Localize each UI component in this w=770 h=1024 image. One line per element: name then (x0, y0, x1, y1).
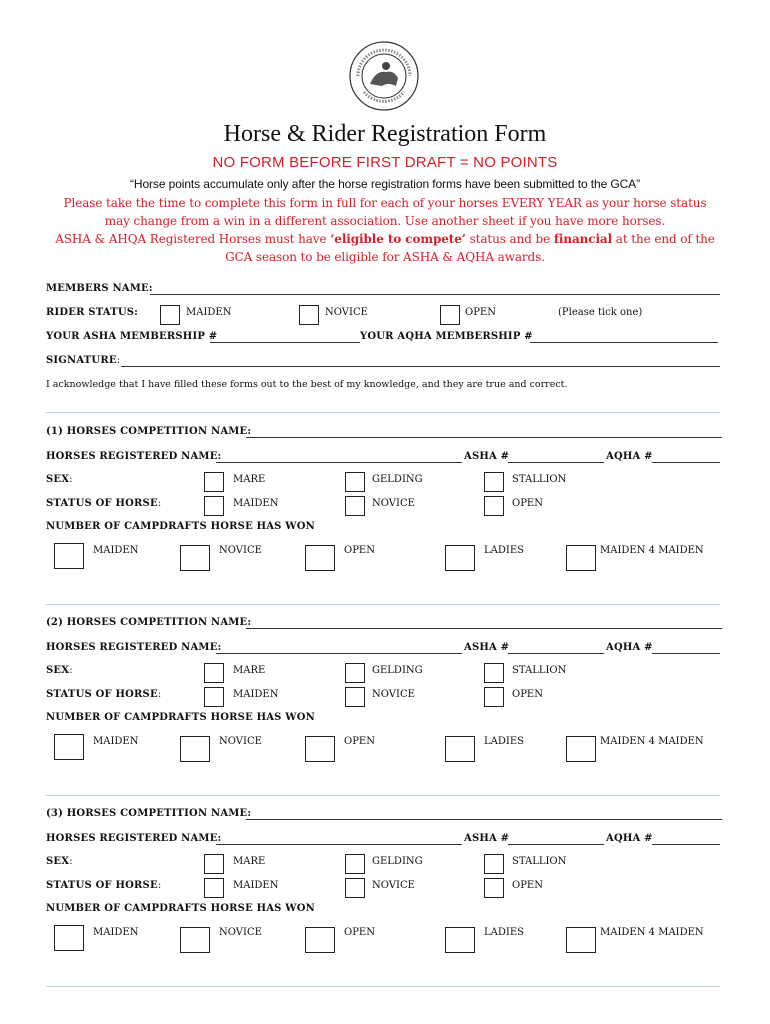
status-colon: : (157, 880, 162, 891)
campdrafts-won-label: NUMBER OF CAMPDRAFTS HORSE HAS WON (46, 712, 315, 723)
status-maiden-checkbox[interactable] (204, 687, 224, 707)
status-open-label: OPEN (512, 880, 543, 891)
won-open-checkbox[interactable] (305, 927, 335, 953)
horse-asha-field[interactable] (508, 653, 604, 654)
instructions-text: at the end of the (612, 232, 715, 246)
status-open-label: OPEN (512, 498, 543, 509)
sex-colon: : (69, 665, 73, 676)
sex-mare-checkbox[interactable] (204, 663, 224, 683)
won-open-checkbox[interactable] (305, 736, 335, 762)
eligible-emphasis: ‘eligible to compete’ (330, 232, 466, 246)
sex-stallion-label: STALLION (512, 665, 567, 676)
association-logo (348, 40, 420, 112)
horse-asha-field[interactable] (508, 844, 604, 845)
rider-novice-checkbox[interactable] (299, 305, 319, 325)
won-maiden4maiden-label: MAIDEN 4 MAIDEN (600, 545, 704, 556)
status-open-checkbox[interactable] (484, 496, 504, 516)
won-ladies-label: LADIES (484, 927, 524, 938)
won-novice-label: NOVICE (219, 736, 262, 747)
form-title: Horse & Rider Registration Form (223, 121, 547, 147)
sex-gelding-checkbox[interactable] (345, 472, 365, 492)
horse-aqha-label: AQHA # (606, 833, 653, 844)
status-open-checkbox[interactable] (484, 687, 504, 707)
horse-aqha-field[interactable] (652, 462, 720, 463)
rider-status-label: RIDER STATUS: (46, 307, 139, 318)
competition-name-text: HORSES COMPETITION NAME: (66, 808, 252, 819)
signature-colon: : (116, 355, 121, 366)
won-maiden4maiden-checkbox[interactable] (566, 927, 596, 953)
competition-name-text: HORSES COMPETITION NAME: (66, 426, 252, 437)
instructions-line-2: may change from a win in a different association. Use another sheet if you have more horses. (104, 214, 666, 228)
horse-asha-field[interactable] (508, 462, 604, 463)
horse-aqha-label: AQHA # (606, 451, 653, 462)
horse-competition-name-field[interactable] (246, 437, 722, 438)
sex-mare-checkbox[interactable] (204, 854, 224, 874)
campdrafts-won-label: NUMBER OF CAMPDRAFTS HORSE HAS WON (46, 521, 315, 532)
sex-mare-label: MARE (233, 856, 266, 867)
status-open-checkbox[interactable] (484, 878, 504, 898)
horse-aqha-field[interactable] (652, 653, 720, 654)
status-novice-label: NOVICE (372, 498, 415, 509)
logo-seal-icon (348, 40, 420, 112)
status-novice-checkbox[interactable] (345, 687, 365, 707)
sex-stallion-label: STALLION (512, 856, 567, 867)
instructions-line-3 (0, 232, 770, 246)
status-open-label: OPEN (512, 689, 543, 700)
horse-registered-name-label: HORSES REGISTERED NAME: (46, 451, 222, 462)
sex-colon: : (69, 474, 73, 485)
won-ladies-checkbox[interactable] (445, 545, 475, 571)
horse-aqha-field[interactable] (652, 844, 720, 845)
instructions-text: status and be (465, 232, 554, 246)
won-open-checkbox[interactable] (305, 545, 335, 571)
status-novice-checkbox[interactable] (345, 878, 365, 898)
won-maiden-checkbox[interactable] (54, 543, 84, 569)
competition-name-text: HORSES COMPETITION NAME: (66, 617, 252, 628)
status-label-text: STATUS OF HORSE (46, 498, 158, 509)
aqha-membership-field[interactable] (530, 342, 718, 343)
campdrafts-won-label: NUMBER OF CAMPDRAFTS HORSE HAS WON (46, 903, 315, 914)
section-divider (46, 795, 720, 796)
please-tick-note: (Please tick one) (558, 307, 643, 318)
won-novice-checkbox[interactable] (180, 927, 210, 953)
sex-gelding-checkbox[interactable] (345, 663, 365, 683)
acknowledgement-text: I acknowledge that I have filled these forms out to the best of my knowledge, and they are true and correct. (46, 379, 568, 390)
asha-membership-field[interactable] (210, 342, 360, 343)
instructions-line-1: Please take the time to complete this form in full for each of your horses EVERY YEAR as your horse status (63, 196, 707, 210)
status-novice-checkbox[interactable] (345, 496, 365, 516)
horse-asha-label: ASHA # (464, 833, 510, 844)
won-maiden-label: MAIDEN (93, 927, 139, 938)
horse-competition-name-field[interactable] (246, 819, 722, 820)
won-open-label: OPEN (344, 545, 375, 556)
horse-registered-name-field[interactable] (216, 462, 462, 463)
won-ladies-checkbox[interactable] (445, 927, 475, 953)
horse-status-label (46, 880, 161, 891)
status-novice-label: NOVICE (372, 880, 415, 891)
rider-novice-label: NOVICE (325, 307, 368, 318)
sex-label-text: SEX (46, 474, 70, 485)
horse-number: (1) (46, 426, 64, 437)
horse-sex-label (46, 665, 73, 676)
sex-gelding-checkbox[interactable] (345, 854, 365, 874)
won-ladies-label: LADIES (484, 736, 524, 747)
horse-competition-name-label (46, 617, 251, 628)
rider-maiden-label: MAIDEN (186, 307, 232, 318)
horse-status-label (46, 689, 161, 700)
horse-aqha-label: AQHA # (606, 642, 653, 653)
sex-gelding-label: GELDING (372, 474, 423, 485)
rider-open-checkbox[interactable] (440, 305, 460, 325)
sex-mare-label: MARE (233, 665, 266, 676)
won-novice-label: NOVICE (219, 545, 262, 556)
horse-asha-label: ASHA # (464, 451, 510, 462)
sex-stallion-checkbox[interactable] (484, 663, 504, 683)
won-novice-label: NOVICE (219, 927, 262, 938)
horse-registered-name-field[interactable] (216, 844, 462, 845)
status-colon: : (157, 689, 162, 700)
members-name-label: MEMBERS NAME: (46, 283, 153, 294)
instructions-text: ASHA & AHQA Registered Horses must have (55, 232, 331, 246)
status-label-text: STATUS OF HORSE (46, 689, 158, 700)
won-ladies-checkbox[interactable] (445, 736, 475, 762)
status-maiden-checkbox[interactable] (204, 496, 224, 516)
signature-label (46, 355, 120, 366)
warning-heading: NO FORM BEFORE FIRST DRAFT = NO POINTS (212, 154, 558, 171)
status-maiden-label: MAIDEN (233, 498, 279, 509)
status-label-text: STATUS OF HORSE (46, 880, 158, 891)
sex-mare-label: MARE (233, 474, 266, 485)
won-maiden-label: MAIDEN (93, 736, 139, 747)
horse-number: (2) (46, 617, 64, 628)
rider-maiden-checkbox[interactable] (160, 305, 180, 325)
horse-sex-label (46, 856, 73, 867)
won-novice-checkbox[interactable] (180, 736, 210, 762)
section-divider (46, 604, 720, 605)
won-maiden4maiden-label: MAIDEN 4 MAIDEN (600, 736, 704, 747)
horse-registered-name-field[interactable] (216, 653, 462, 654)
sex-label-text: SEX (46, 665, 70, 676)
status-maiden-label: MAIDEN (233, 880, 279, 891)
status-colon: : (157, 498, 162, 509)
sex-gelding-label: GELDING (372, 665, 423, 676)
won-maiden-label: MAIDEN (93, 545, 139, 556)
won-maiden-checkbox[interactable] (54, 925, 84, 951)
won-ladies-label: LADIES (484, 545, 524, 556)
horse-asha-label: ASHA # (464, 642, 510, 653)
status-maiden-checkbox[interactable] (204, 878, 224, 898)
signature-label-text: SIGNATURE (46, 355, 117, 366)
rider-open-label: OPEN (465, 307, 496, 318)
financial-emphasis: financial (553, 232, 613, 246)
horse-sex-label (46, 474, 73, 485)
won-novice-checkbox[interactable] (180, 545, 210, 571)
instructions-line-4: GCA season to be eligible for ASHA & AQHA awards. (225, 250, 545, 264)
horse-competition-name-label (46, 808, 251, 819)
sex-stallion-label: STALLION (512, 474, 567, 485)
sex-mare-checkbox[interactable] (204, 472, 224, 492)
members-name-field[interactable] (150, 294, 720, 295)
horse-number: (3) (46, 808, 64, 819)
section-divider (46, 412, 720, 413)
won-open-label: OPEN (344, 927, 375, 938)
horse-registered-name-label: HORSES REGISTERED NAME: (46, 833, 222, 844)
aqha-membership-label: YOUR AQHA MEMBERSHIP # (360, 331, 533, 342)
won-maiden4maiden-label: MAIDEN 4 MAIDEN (600, 927, 704, 938)
sex-stallion-checkbox[interactable] (484, 854, 504, 874)
horse-registered-name-label: HORSES REGISTERED NAME: (46, 642, 222, 653)
won-maiden4maiden-checkbox[interactable] (566, 545, 596, 571)
won-maiden4maiden-checkbox[interactable] (566, 736, 596, 762)
horse-competition-name-field[interactable] (246, 628, 722, 629)
sex-colon: : (69, 856, 73, 867)
signature-field[interactable] (121, 366, 720, 367)
asha-membership-label: YOUR ASHA MEMBERSHIP # (46, 331, 218, 342)
horse-competition-name-label (46, 426, 251, 437)
sex-gelding-label: GELDING (372, 856, 423, 867)
won-maiden-checkbox[interactable] (54, 734, 84, 760)
sex-label-text: SEX (46, 856, 70, 867)
status-maiden-label: MAIDEN (233, 689, 279, 700)
sex-stallion-checkbox[interactable] (484, 472, 504, 492)
won-open-label: OPEN (344, 736, 375, 747)
status-novice-label: NOVICE (372, 689, 415, 700)
section-divider (46, 986, 720, 987)
horse-status-label (46, 498, 161, 509)
points-quote: “Horse points accumulate only after the horse registration forms have been submitted to the GCA” (130, 177, 640, 191)
